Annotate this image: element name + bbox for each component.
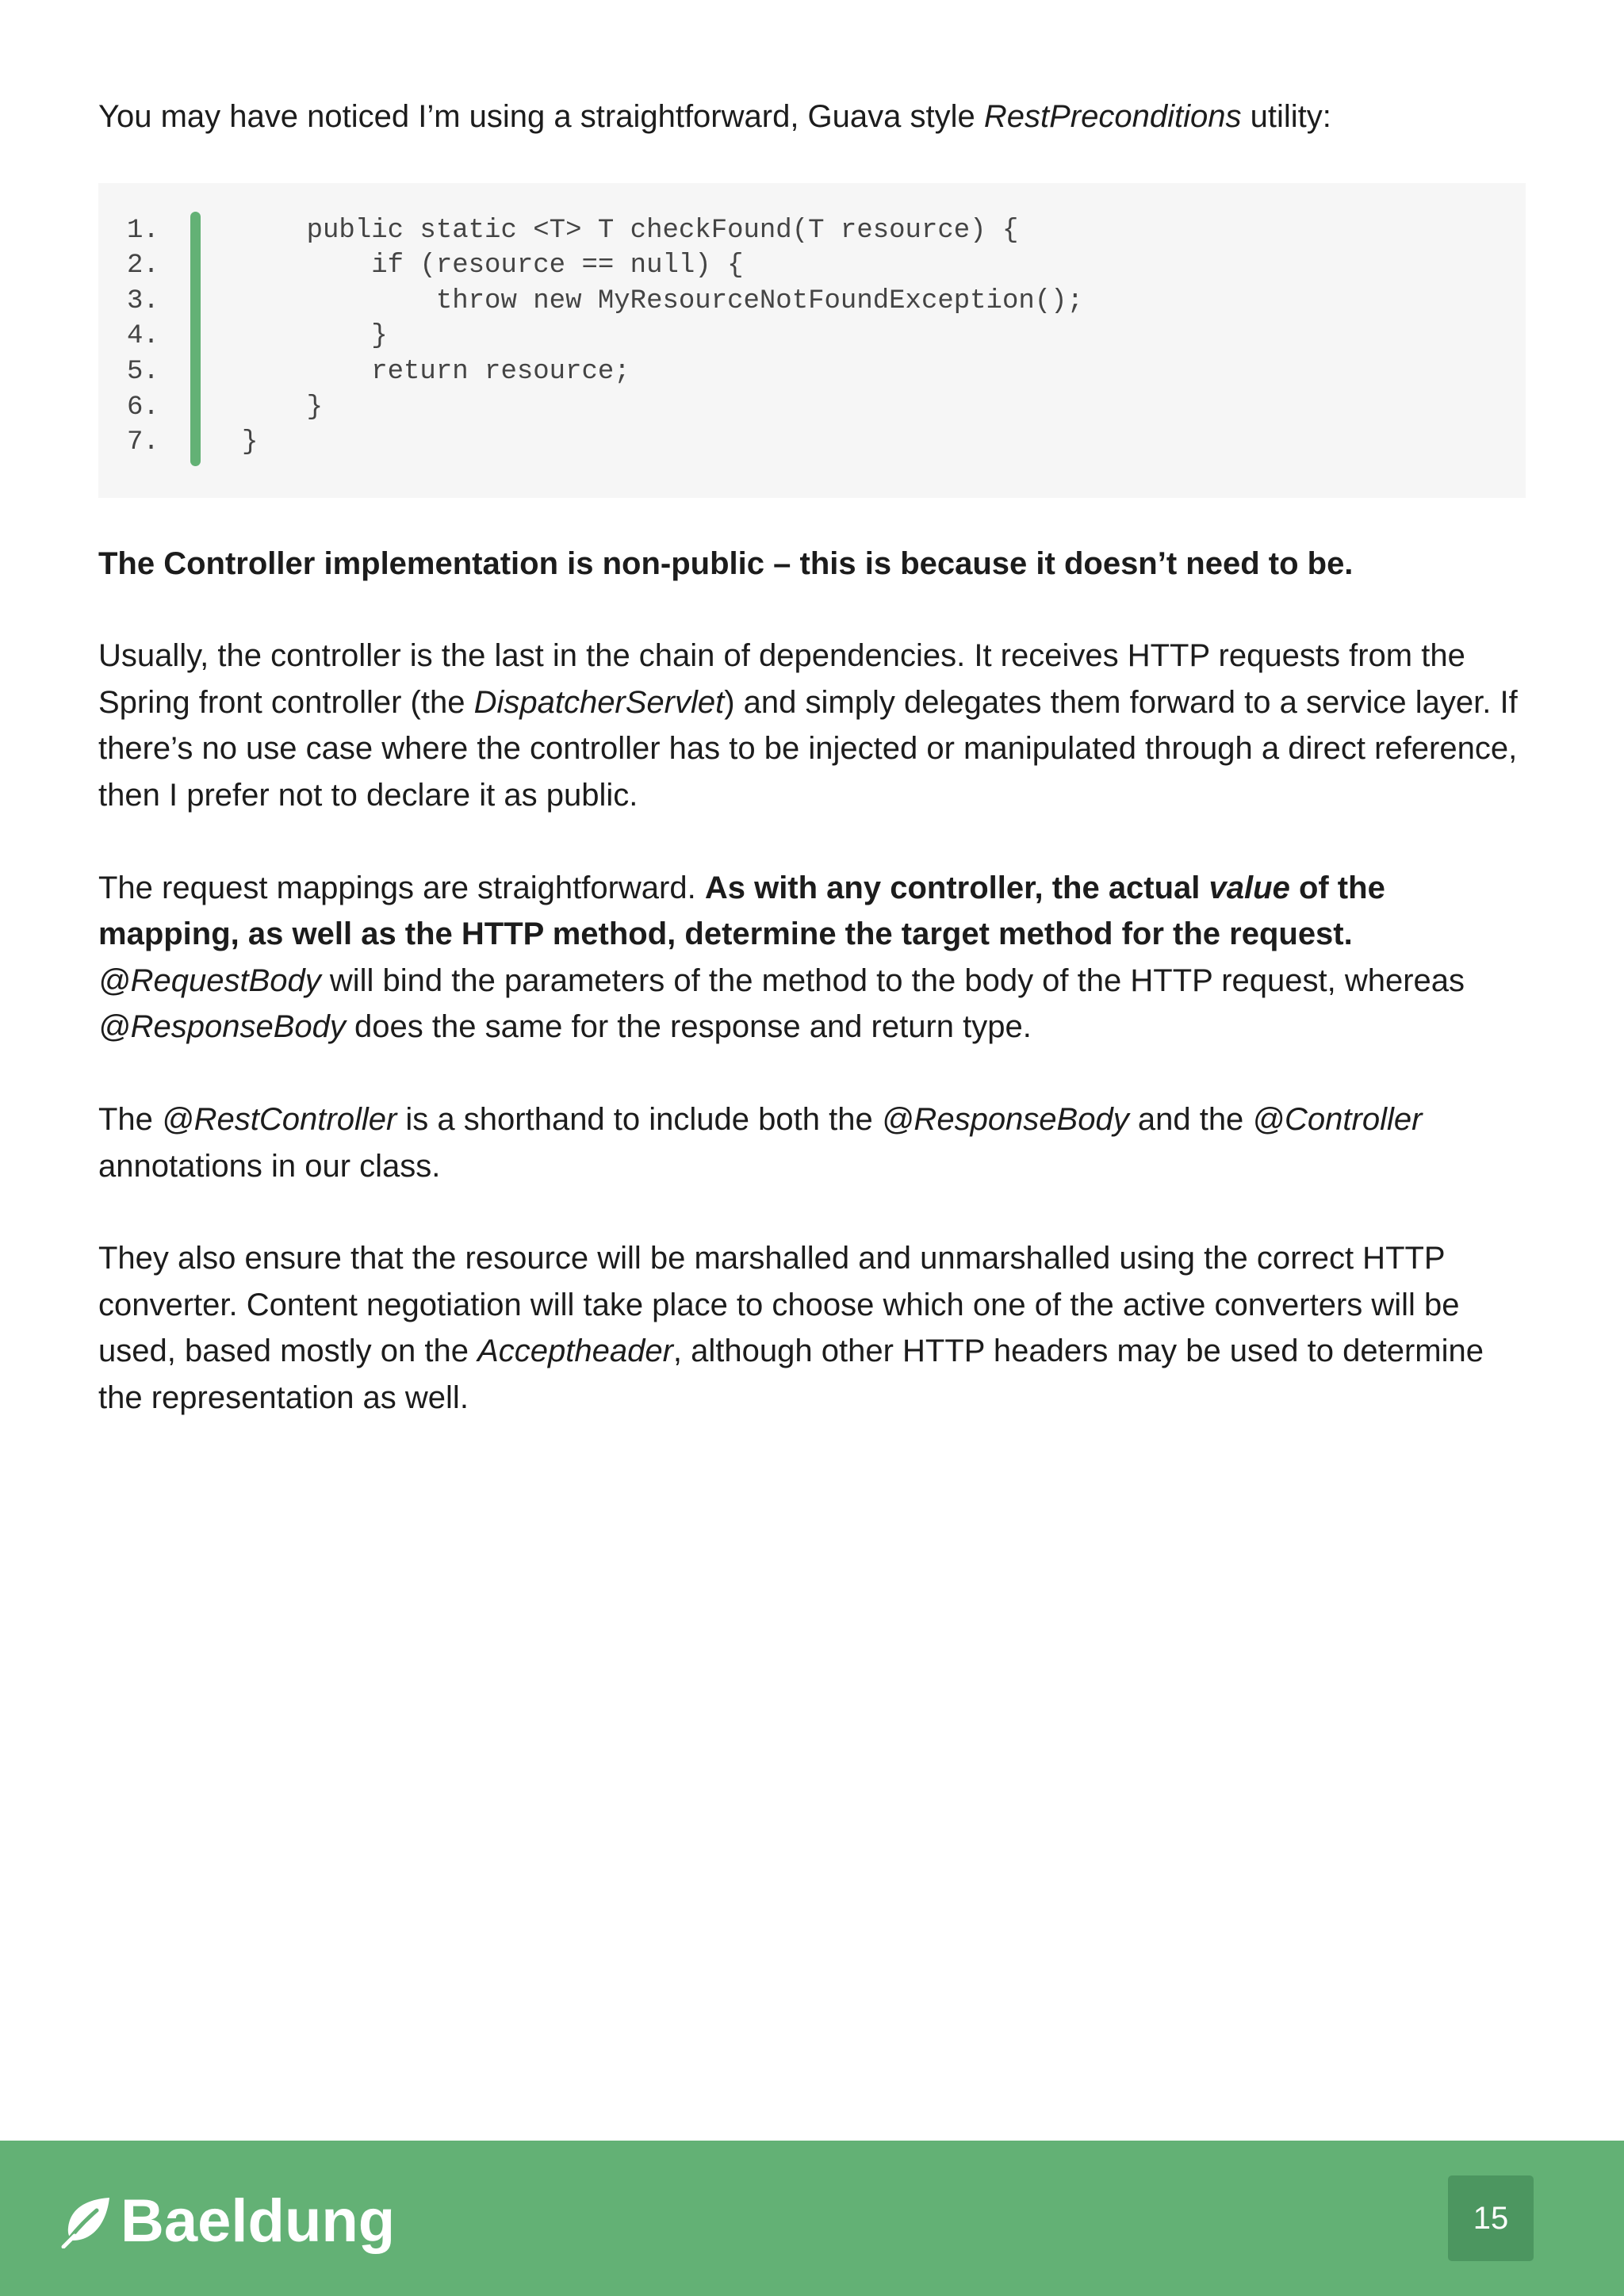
converters-paragraph [98,1235,1526,1421]
restcontroller-text-3: and the [1128,1101,1253,1137]
code-line [127,213,1083,249]
page-number-badge [1448,2175,1534,2261]
leaf-icon [60,2195,113,2248]
dispatcher-servlet-em: DispatcherServlet [473,684,725,720]
line-number: 1. [127,215,159,246]
bold-statement: The Controller implementation is non-public – this is because it doesn’t need to be. [98,545,1354,581]
code-text: throw new MyResourceNotFoundException(); [242,285,1083,316]
code-block [98,183,1526,498]
line-number: 3. [127,285,159,316]
code-text: } [242,321,388,352]
code-line [127,390,1083,426]
response-body-em: @ResponseBody [881,1101,1129,1137]
controller-text-end: ) and simply delegates them forward to a service layer. If there’s no use case where the controller has to be injected or manipulated through a direct reference, then I prefer not to declare it as public. [98,684,1518,813]
code-text: if (resource == null) { [242,251,744,281]
restcontroller-text-2: is a shorthand to include both the [396,1101,882,1137]
mappings-bold-text: As with any controller, the actual [704,870,1209,905]
footer-bar [0,2141,1624,2296]
code-text: } [242,427,259,458]
line-number: 7. [127,427,159,458]
restcontroller-text-end: annotations in our class. [98,1148,441,1184]
code-text: public static <T> T checkFound(T resource) { [242,215,1019,246]
code-line [127,319,1083,354]
code-line [127,248,1083,284]
code-line [127,425,1083,461]
mappings-text: The request mappings are straightforward. [98,870,705,905]
page-content [98,94,1526,1422]
converters-text: They also ensure that the resource will be marshalled and unmarshalled using the correct HTTP converter. Content negotiation will take place to choose which one of the active converters will be used, based mostly on the [98,1241,1460,1369]
restcontroller-paragraph [98,1096,1526,1189]
controller-paragraph [98,633,1526,818]
code-line [127,354,1083,390]
converters-text-end: , although other HTTP headers may be used to determine the representation as well. [98,1334,1484,1415]
intro-text: You may have noticed I’m using a straightforward, Guava style [98,99,984,134]
mappings-text-2: will bind the parameters of the method to the body of the HTTP request, whereas [320,962,1465,998]
line-number: 2. [127,251,159,281]
mappings-paragraph [98,865,1526,1050]
controller-text: Usually, the controller is the last in the chain of dependencies. It receives HTTP requests from the Spring front controller (the [98,638,1465,720]
restcontroller-text: The [98,1101,163,1137]
value-em: value [1208,870,1290,905]
intro-em: RestPreconditions [983,99,1242,134]
mappings-text-end: does the same for the response and return type. [345,1009,1032,1045]
controller-em: @Controller [1252,1101,1423,1137]
rest-controller-em: @RestController [162,1101,397,1137]
brand-logo[interactable] [60,2187,396,2255]
page-number: 15 [1473,2200,1509,2236]
code-line [127,284,1083,320]
intro-text-end: utility: [1241,99,1331,134]
response-body-em: @ResponseBody [98,1009,346,1045]
code-lines [127,213,1083,461]
request-body-em: @RequestBody [98,962,321,998]
line-number: 5. [127,356,159,387]
intro-paragraph [98,94,1526,140]
accept-header-em: Acceptheader [477,1334,673,1369]
mappings-bold-text-end: of the mapping, as well as the HTTP method, determine the target method for the request. [98,870,1385,952]
code-text: } [242,392,324,423]
brand-name: Baeldung [121,2187,396,2255]
line-number: 6. [127,392,159,423]
line-number: 4. [127,321,159,352]
code-text: return resource; [242,356,630,387]
